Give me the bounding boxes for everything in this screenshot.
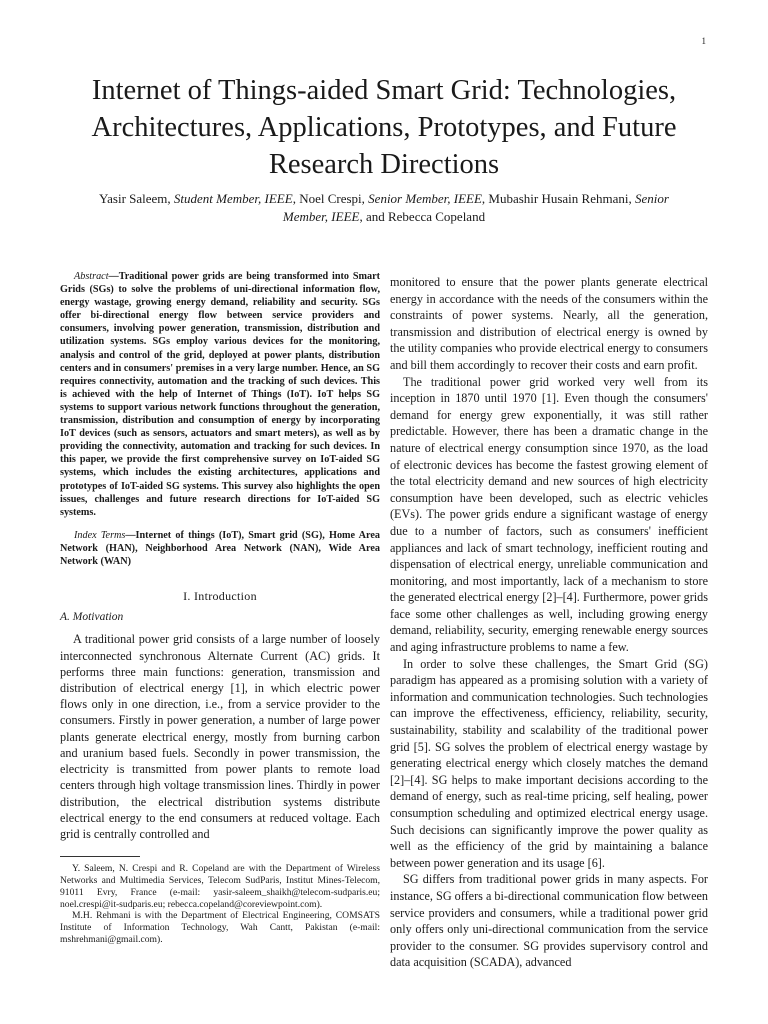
body-paragraph: The traditional power grid worked very well from its inception in 1870 until 1970 [1]. Even though the consumers' demand for energy grew exponentially, it was still rather predictable. However, there has been a dramatic change in the nature of electrical energy consumption since 1970, as the load of electronic devices has become the fastest growing element of the total electricity demand and new sources of high electricity consumption have been developed, such as electric vehicles (EVs). The power grids endure a significant wastage of energy due to a number of factors, such as consumers' inefficient appliances and lack of smart technology, inefficient routing and dispensation of electrical energy, unreliable communication and monitoring, and most importantly, lack of a mechanism to store the generated electrical energy [2]–[4]. Furthermore, power grids face some other challenges as well, including growing energy demand, reliability, security, emerging renewable energy sources and aging infrastructure problems to name a few. [390, 374, 708, 655]
footnote-rule [60, 856, 140, 857]
author-role: Senior Member, IEEE [282, 191, 669, 224]
subsection-heading: A. Motivation [60, 611, 124, 624]
footnote: Y. Saleem, N. Crespi and R. Copeland are with the Department of Wireless Networks and Multimedia Services, Telecom SudParis, Institut Mines-Telecom, 91011 Evry, France (e-mail: yasir-saleem_shaikh@telecom-sudparis.eu; noel.crespi@it-sudparis.eu; rebecca.copeland@coreviewpoint.com). [60, 863, 380, 910]
footnote: M.H. Rehmani is with the Department of Electrical Engineering, COMSATS Institute of Information Technology, Wah Cantt, Pakistan (e-mail: mshrehmani@gmail.com). [60, 910, 380, 945]
section-heading: I. Introduction [183, 589, 257, 604]
abstract-lead: Abstract [74, 271, 109, 282]
index-terms-lead: Index Terms [74, 529, 126, 541]
index-terms [60, 529, 380, 568]
right-column [390, 274, 708, 971]
abstract [60, 270, 380, 519]
body-paragraph: SG differs from traditional power grids in many aspects. For instance, SG offers a bi-directional communication flow between service providers and consumers, while a traditional power grid only offers only uni-directional communication from the service provider to the consumer. SG provides supervisory control and data acquisition (SCADA), advanced [390, 872, 708, 970]
author-name: Rebecca Copeland [387, 209, 486, 224]
author-role: Senior Member, IEEE [368, 191, 482, 206]
author-name: Yasir Saleem [99, 191, 168, 206]
author-list: Yasir Saleem, Student Member, IEEE, Noel Crespi, Senior Member, IEEE, Mubashir Husain Rehmani, Senior Member, IEEE, and Rebecca Copeland [99, 191, 669, 224]
body-paragraph: monitored to ensure that the power plants generate electrical energy in accordance with the needs of the consumers within the constraints of power systems. Nearly, all the generation, transmission and distribution of electrical energy is owned by the utility companies who provide electrical energy to consumers and bill them accordingly to recover their costs and earn profit. [390, 275, 708, 372]
author-name: Mubashir Husain Rehmani [488, 191, 629, 206]
index-terms-text: —Internet of things (IoT), Smart grid (SG), Home Area Network (HAN), Neighborhood Area Network (NAN), Wide Area Network (WAN) [60, 529, 380, 567]
page-number: 1 [701, 36, 706, 46]
author-name: Noel Crespi [299, 191, 362, 206]
body-paragraph: A traditional power grid consists of a large number of loosely interconnected synchronous Alternate Current (AC) grids. It performs three main functions: generation, transmission and distribution of electrical energy [1], in which electric power flows only in one direction, i.e., from a service provider to the consumers. Firstly in power generation, a number of large power plants generate electrical energy, mostly from burning carbon and uranium based fuels. Secondly in power transmission, the electricity is transmitted from power plants to remote load centers through high voltage transmission lines. Thirdly in power distribution, the electrical distribution systems distribute electrical energy to the end consumers at reduced voltage. Each grid is centrally controlled and [60, 632, 380, 841]
body-paragraph: In order to solve these challenges, the Smart Grid (SG) paradigm has appeared as a promising solution with a variety of information and communication technologies. Such technologies can improve the effectiveness, efficiency, reliability, security, sustainability, stability and scalability of the traditional power grid [5]. SG solves the problem of electrical energy wastage by generating electrical energy which closely matches the demand [2]–[4]. SG helps to make important decisions according to the demand of energy, such as real-time pricing, self healing, power consumption scheduling and optimized electrical energy usage. Such decisions can significantly improve the power quality as well as the efficiency of the grid by maintaining a balance between power generation and its usage [6]. [390, 656, 708, 870]
abstract-text: —Traditional power grids are being transformed into Smart Grids (SGs) to solve the problems of uni-directional information flow, energy wastage, growing energy demand, reliability and security. SGs offer bi-directional energy flow between service providers and consumers, involving power generation, transmission, distribution and utilization systems. SGs employ various devices for the monitoring, analysis and control of the grid, deployed at power plants, distribution centers and in consumers' premises in a very large number. Hence, an SG requires connectivity, automation and the tracking of such devices. This is achieved with the help of Internet of Things (IoT). IoT helps SG systems to support various network functions throughout the generation, transmission, distribution and consumption of energy by incorporating IoT devices (such as sensors, actuators and smart meters), as well as by providing the connectivity, automation and tracking for such devices. In this paper, we provide the first comprehensive survey on IoT-aided SG systems, which includes the existing architectures, applications and prototypes of IoT-aided SG systems. This survey also highlights the open issues, challenges and future research directions for IoT-aided SG systems. [60, 271, 380, 518]
left-column [60, 270, 380, 946]
author-role: Student Member, IEEE [173, 191, 293, 206]
paper-title: Internet of Things-aided Smart Grid: Technologies, Architectures, Applications, Prototypes, and Future Research Directions [91, 75, 677, 180]
